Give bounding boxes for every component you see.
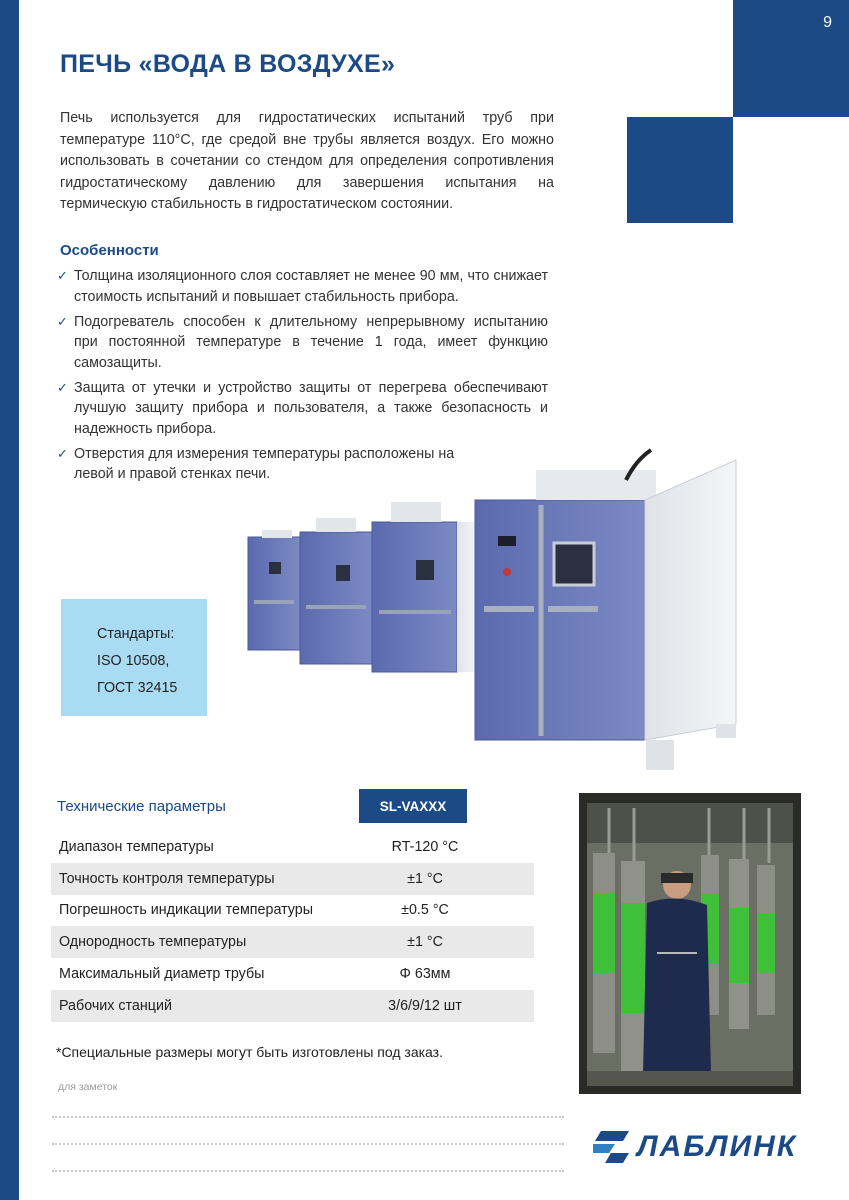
custom-sizes-note: *Специальные размеры могут быть изготовлены под заказ. <box>56 1044 443 1060</box>
logo-mark-icon <box>593 1131 629 1163</box>
feature-item <box>56 266 548 307</box>
param-value: 3/6/9/12 шт <box>388 997 462 1014</box>
standard-item: ISO 10508, <box>97 653 170 669</box>
standard-item: ГОСТ 32415 <box>97 680 178 696</box>
param-value: Φ 63мм <box>399 966 451 983</box>
feature-item <box>56 312 548 374</box>
table-row <box>51 895 534 927</box>
left-accent-bar <box>0 0 19 1200</box>
logo-text: ЛАБЛИНК <box>637 1130 798 1163</box>
param-name: Рабочих станций <box>59 997 172 1014</box>
oven-chambers-image <box>236 440 849 785</box>
check-icon: ✓ <box>57 445 68 461</box>
features-heading: Особенности <box>60 242 159 259</box>
param-value: ±0.5 °C <box>401 902 449 919</box>
param-value: ±1 °C <box>407 870 443 887</box>
param-value: RT-120 °C <box>391 838 459 855</box>
param-name: Диапазон температуры <box>59 838 214 855</box>
notes-line <box>52 1170 564 1172</box>
param-name: Погрешность индикации температуры <box>59 902 314 919</box>
table-row <box>51 990 534 1022</box>
feature-item <box>56 378 548 440</box>
params-table <box>51 831 534 1022</box>
standards-box <box>61 599 207 716</box>
corner-block-bottom <box>627 117 733 223</box>
notes-label: для заметок <box>58 1081 118 1093</box>
table-row <box>51 926 534 958</box>
feature-text: Отверстия для измерения температуры расположены на левой и правой стенках печи. <box>74 445 455 482</box>
company-logo <box>593 1128 825 1166</box>
feature-text: Толщина изоляционного слоя составляет не менее 90 мм, что снижает стоимость испытаний и повышает стабильность прибора. <box>74 268 548 305</box>
check-icon: ✓ <box>57 268 68 283</box>
page-number: 9 <box>823 14 832 31</box>
oven-interior-photo <box>579 793 801 1094</box>
param-value: ±1 °C <box>407 934 443 951</box>
table-row <box>51 958 534 990</box>
notes-line <box>52 1143 564 1145</box>
model-badge: SL-VAXXX <box>359 789 467 823</box>
table-row <box>51 863 534 895</box>
param-name: Однородность температуры <box>59 934 247 951</box>
param-name: Точность контроля температуры <box>59 870 275 887</box>
feature-text: Защита от утечки и устройство защиты от перегрева обеспечивают лучшую защиту прибора и пользователя, а также безопасность и надежность прибора. <box>74 379 548 437</box>
feature-text: Подогреватель способен к длительному непрерывному испытанию при постоянной температуре в течение 1 года, имеет функцию самозащиты. <box>74 313 548 371</box>
tech-params-heading: Технические параметры <box>57 798 226 815</box>
standards-label: Стандарты: <box>97 626 175 642</box>
notes-line <box>52 1116 564 1118</box>
check-icon: ✓ <box>57 313 68 329</box>
table-row <box>51 831 534 863</box>
check-icon: ✓ <box>57 379 68 395</box>
intro-paragraph: Печь используется для гидростатических испытаний труб при температуре 110°C, где средой вне трубы является воздух. Его можно использовать в сочетании со стендом для определения сопротивления гидростатическому давлению для завершения испытания на термическую стабильность в гидростатическом состоянии. <box>60 110 554 213</box>
param-name: Максимальный диаметр трубы <box>59 966 265 983</box>
page-title: ПЕЧЬ «ВОДА В ВОЗДУХЕ» <box>60 50 396 78</box>
